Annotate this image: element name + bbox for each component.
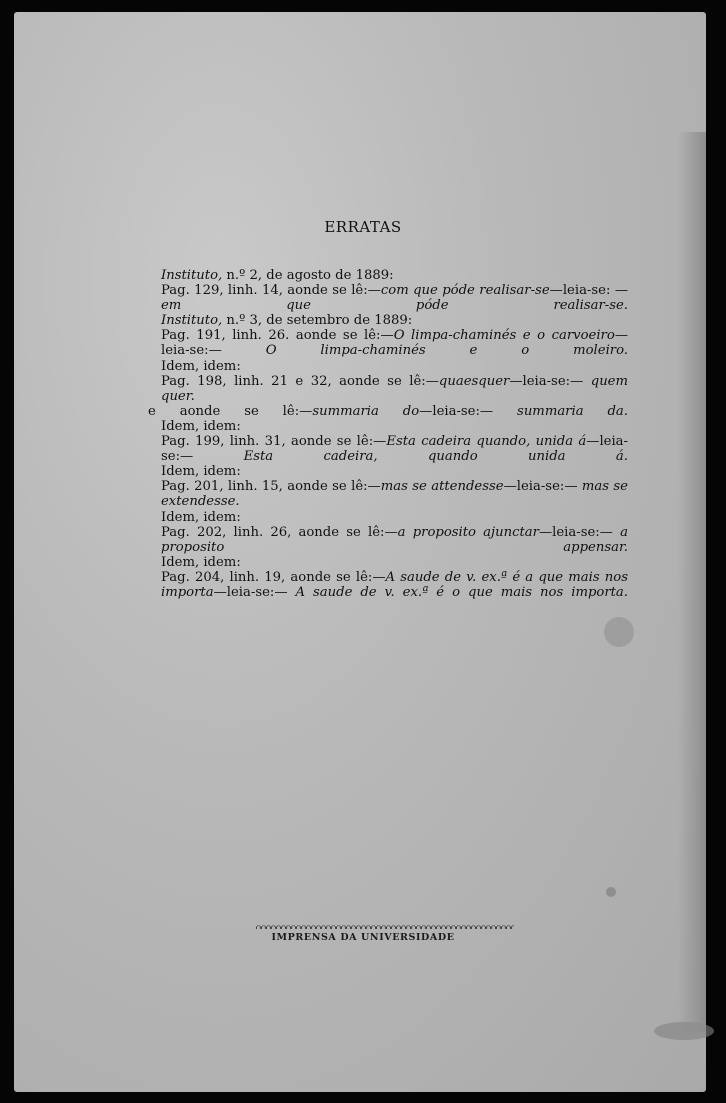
decorative-wavy-rule — [256, 923, 514, 929]
imprint-line: IMPRENSA DA UNIVERSIDADE — [271, 932, 455, 943]
page-title: ERRATAS — [324, 218, 402, 236]
errata-item: Pag. 202, linh. 26, aonde se lê:—a proposito ajunctar—leia-se:— a proposito appensar. — [161, 524, 628, 555]
errata-list — [148, 268, 628, 600]
paper-stain — [606, 887, 616, 897]
errata-label: Idem, idem: — [161, 554, 241, 570]
errata-item: Pag. 201, linh. 15, aonde se lê:—mas se attendesse—leia-se:— mas se extendesse. — [161, 479, 628, 510]
paper-stain — [604, 617, 634, 647]
errata-label: Idem, idem: — [161, 464, 241, 480]
errata-item: Pag. 198, linh. 21 e 32, aonde se lê:—quaesquer—leia-se:— quem quer. — [161, 373, 628, 404]
errata-item: e aonde se lê:—summaria do—leia-se:— summaria da. — [148, 403, 628, 419]
errata-label: Idem, idem: — [161, 509, 241, 525]
errata-item: Pag. 129, linh. 14, aonde se lê:—com que póde realisar-se—leia-se: —em que póde realisar-se. — [161, 283, 628, 314]
errata-label: Idem, idem: — [161, 358, 241, 374]
errata-item: Pag. 191, linh. 26. aonde se lê:—O limpa-chaminés e o carvoeiro—leia-se:— O limpa-chaminés e o moleiro. — [161, 328, 628, 359]
errata-label: Idem, idem: — [161, 418, 241, 434]
errata-source: Instituto, n.º 3, de setembro de 1889: — [161, 313, 413, 329]
errata-item: Pag. 204, linh. 19, aonde se lê:—A saude de v. ex.ª é a que mais nos importa—leia-se:— A saude de v. ex.ª é o que mais nos importa. — [161, 569, 628, 600]
errata-item: Pag. 199, linh. 31, aonde se lê:—Esta cadeira quando, unida á—leia-se:— Esta cadeira, quando unida á. — [161, 434, 628, 465]
paper-stain — [654, 1022, 714, 1040]
errata-source: Instituto, n.º 2, de agosto de 1889: — [161, 268, 394, 283]
